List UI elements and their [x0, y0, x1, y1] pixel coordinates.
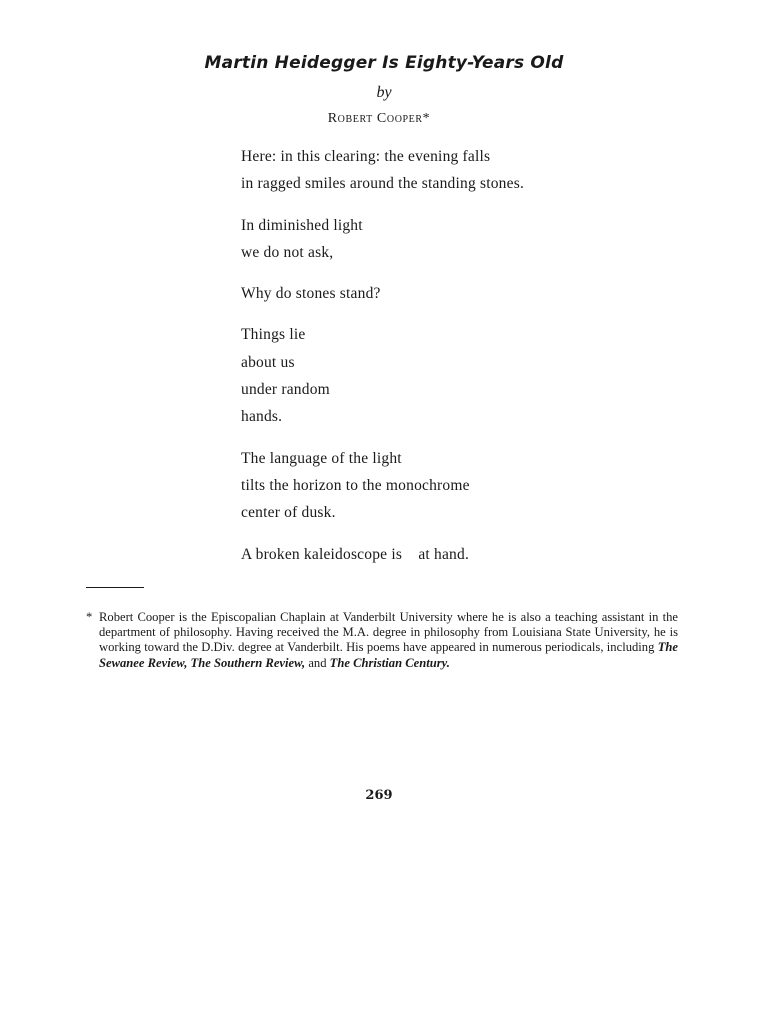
stanza — [241, 282, 661, 309]
poem-line: The language of the light — [241, 449, 402, 467]
poem-line: about us — [241, 353, 295, 371]
poem-line: under random — [241, 381, 330, 399]
footnote-rule — [86, 587, 144, 588]
journal-title: The Sewanee Review, — [99, 640, 678, 670]
poem-body — [241, 145, 661, 584]
stanza — [241, 323, 661, 432]
poem-line: Here: in this clearing: the evening falls — [241, 148, 491, 165]
author-name: Robert Cooper* — [327, 111, 431, 126]
poem-line: hands. — [241, 408, 283, 426]
poem-line: A broken kaleidoscope is at hand. — [241, 545, 470, 563]
poem-line: In diminished light — [241, 216, 363, 234]
footnote-conjunction: and — [305, 655, 330, 670]
footnote-text — [86, 610, 678, 671]
footnote-body: Robert Cooper is the Episcopalian Chaplain at Vanderbilt University where he is also a teaching assistant in the department of philosophy. Having received the M.A. degree in philosophy from Louisiana State University, he is working toward the D.Div. degree at Vanderbilt. His poems have appeared in numerous periodicals, including — [99, 610, 678, 655]
stanza — [241, 447, 661, 529]
poem-line: Why do stones stand? — [241, 285, 381, 303]
journal-title: The Christian Century. — [329, 655, 450, 670]
byline: by — [376, 84, 392, 101]
poem-line: we do not ask, — [241, 243, 334, 261]
poem-line: in ragged smiles around the standing stones. — [241, 175, 525, 193]
stanza — [241, 543, 661, 570]
footnote — [86, 610, 678, 671]
page-number: 269 — [365, 788, 393, 803]
journal-title: The Southern Review, — [190, 655, 306, 670]
poem-line: Things lie — [241, 326, 306, 344]
poem-line: center of dusk. — [241, 504, 336, 522]
stanza — [241, 214, 661, 269]
stanza — [241, 145, 661, 200]
poem-line: tilts the horizon to the monochrome — [241, 476, 470, 494]
footnote-marker: * — [86, 610, 93, 624]
poem-title: Martin Heidegger Is Eighty-Years Old — [204, 53, 564, 73]
